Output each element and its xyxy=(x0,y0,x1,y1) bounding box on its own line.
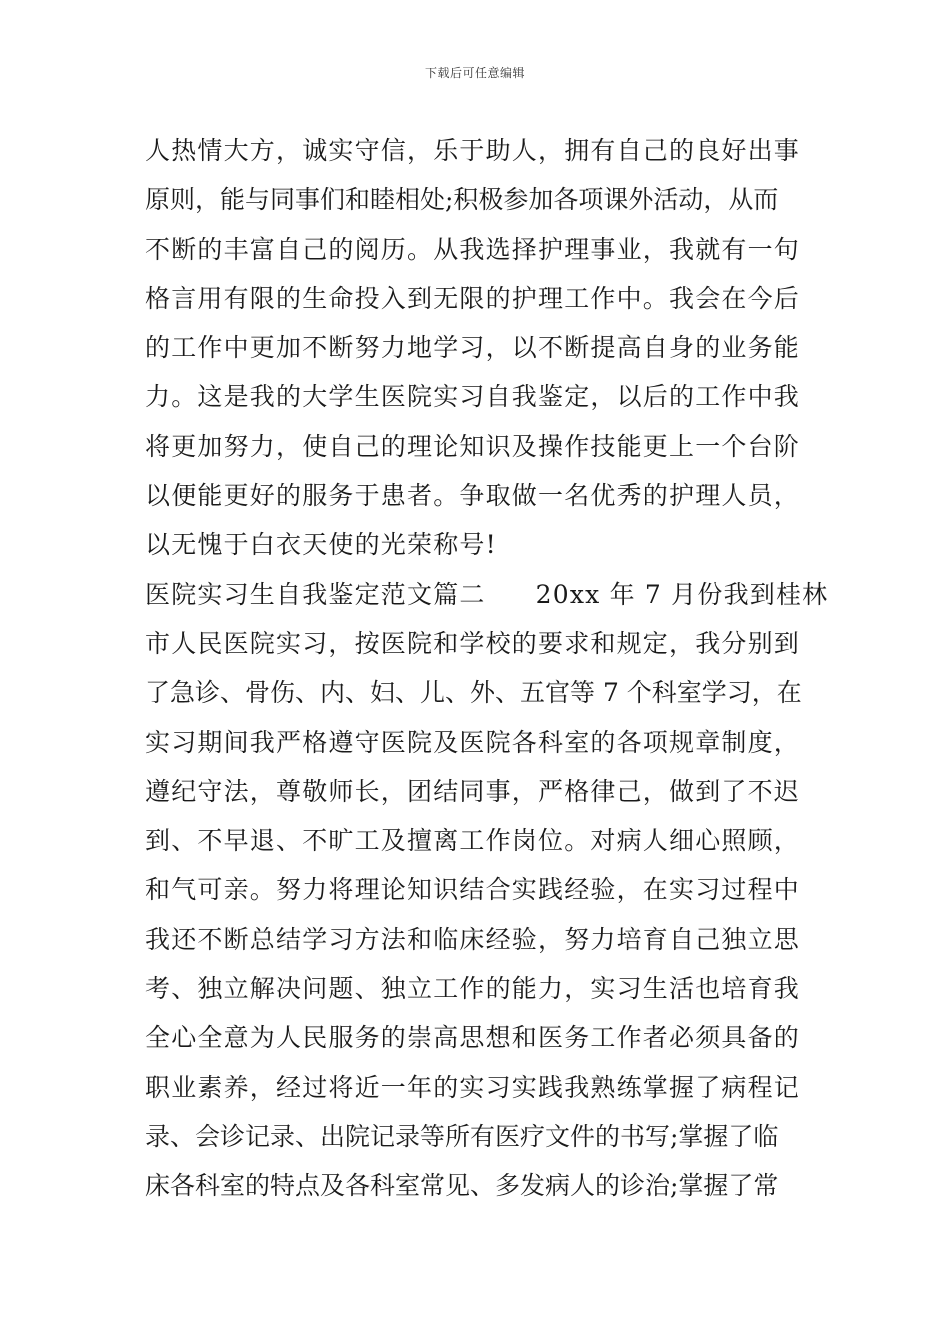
text-line: 到、不早退、不旷工及擅离工作岗位。对病人细心照顾， xyxy=(145,826,801,856)
section-first-text: 20xx 年 7 月份我到桂林 xyxy=(535,579,829,609)
text-line: 遵纪守法，尊敬师长，团结同事，严格律己，做到了不迟 xyxy=(145,776,801,806)
text-line: 以无愧于白衣天使的光荣称号! xyxy=(145,530,497,560)
text-line: 和气可亲。努力将理论知识结合实践经验，在实习过程中 xyxy=(145,875,801,905)
text-line: 考、独立解决问题、独立工作的能力，实习生活也培育我 xyxy=(145,974,801,1004)
text-line: 实习期间我严格遵守医院及医院各科室的各项规章制度， xyxy=(145,727,801,757)
text-line: 原则，能与同事们和睦相处;积极参加各项课外活动，从而 xyxy=(145,185,779,215)
document-body xyxy=(145,126,829,1211)
text-line: 录、会诊记录、出院记录等所有医疗文件的书写;掌握了临 xyxy=(145,1121,779,1151)
text-line: 床各科室的特点及各科室常见、多发病人的诊治;掌握了常 xyxy=(145,1171,779,1201)
section-heading-line xyxy=(145,570,829,619)
text-line: 市人民医院实习，按医院和学校的要求和规定，我分别到 xyxy=(145,628,801,658)
text-line: 格言用有限的生命投入到无限的护理工作中。我会在今后 xyxy=(145,283,801,313)
text-line: 不断的丰富自己的阅历。从我选择护理事业，我就有一句 xyxy=(145,234,801,264)
text-line: 我还不断总结学习方法和临床经验，努力培育自己独立思 xyxy=(145,924,801,954)
text-line: 的工作中更加不断努力地学习，以不断提高自身的业务能 xyxy=(145,333,801,363)
section-title: 医院实习生自我鉴定范文篇二 xyxy=(145,579,486,609)
page-header: 下载后可任意编辑 xyxy=(424,66,525,80)
text-line: 全心全意为人民服务的崇高思想和医务工作者必须具备的 xyxy=(145,1023,801,1053)
text-line: 以便能更好的服务于患者。争取做一名优秀的护理人员， xyxy=(145,481,801,511)
text-line: 将更加努力，使自己的理论知识及操作技能更上一个台阶 xyxy=(145,431,801,461)
text-line: 职业素养，经过将近一年的实习实践我熟练掌握了病程记 xyxy=(145,1072,801,1102)
text-line: 了急诊、骨伤、内、妇、儿、外、五官等 7 个科室学习，在 xyxy=(145,678,802,708)
text-line: 力。这是我的大学生医院实习自我鉴定，以后的工作中我 xyxy=(145,382,801,412)
text-line: 人热情大方，诚实守信，乐于助人，拥有自己的良好出事 xyxy=(145,136,801,165)
